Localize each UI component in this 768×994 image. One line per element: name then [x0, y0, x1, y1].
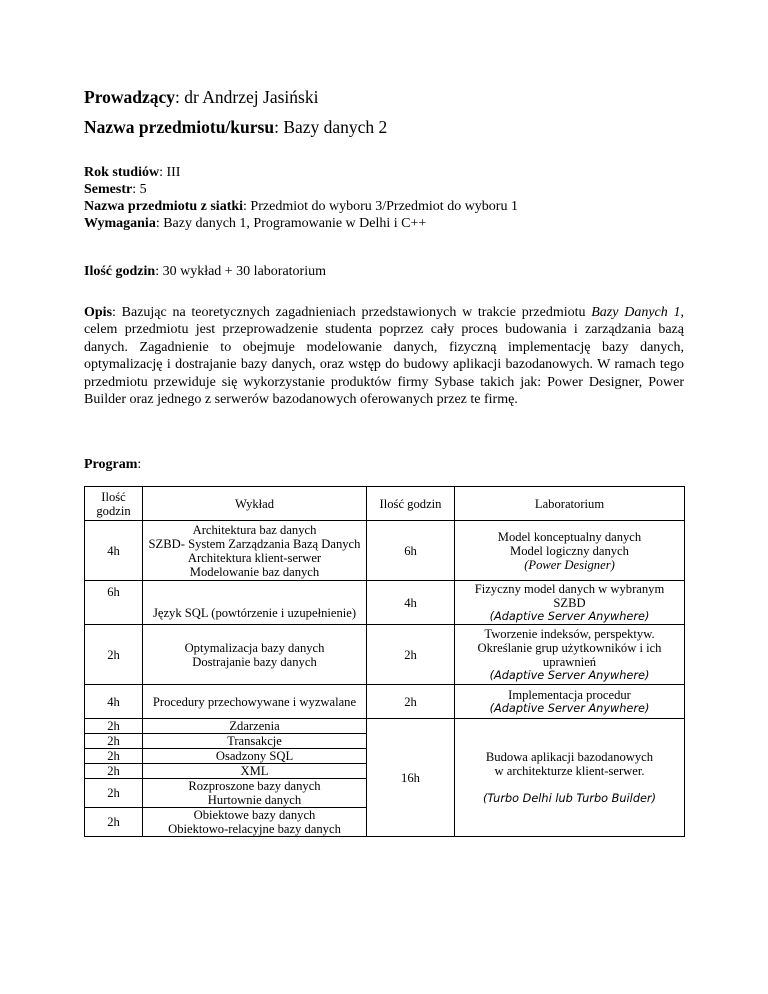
lecture-line: Hurtownie danych — [207, 793, 302, 807]
row-lecture: Transakcje — [143, 734, 367, 749]
semester-label: Semestr — [84, 182, 133, 197]
lab-tool: (Turbo Delhi lub Turbo Builder) — [483, 791, 656, 805]
course-label: Nazwa przedmiotu/kursu — [84, 117, 275, 137]
lecture-line: Optymalizacja bazy danych — [184, 640, 325, 655]
row-hours: 2h — [85, 779, 143, 808]
table-row — [85, 685, 685, 719]
row-lab — [455, 625, 685, 685]
lab-tool: (Adaptive Server Anywhere) — [489, 701, 650, 715]
row-lab — [455, 685, 685, 719]
row-hours: 6h — [85, 581, 143, 625]
row-hours: 4h — [85, 521, 143, 581]
row-lecture — [143, 625, 367, 685]
meta-block — [84, 164, 518, 232]
row-lab-hours: 16h — [367, 719, 455, 837]
lab-line: uprawnień — [542, 654, 597, 669]
header-lab: Laboratorium — [455, 487, 685, 521]
requirements-line — [84, 215, 518, 232]
row-hours: 2h — [85, 749, 143, 764]
row-lecture: Zdarzenia — [143, 719, 367, 734]
hours-label: Ilość godzin — [84, 264, 156, 279]
row-hours: 2h — [85, 764, 143, 779]
lecture-line: Dostrajanie bazy danych — [192, 654, 317, 669]
year-value: : III — [159, 165, 181, 180]
description-label: Opis — [84, 305, 113, 320]
lab-line: SZBD — [553, 595, 586, 610]
lab-tool: (Adaptive Server Anywhere) — [489, 609, 650, 623]
lab-line: Określanie grup użytkowników i ich — [477, 640, 662, 655]
course-value: : Bazy danych 2 — [274, 117, 388, 137]
instructor-line — [84, 87, 318, 108]
row-hours: 2h — [85, 625, 143, 685]
row-lecture — [143, 779, 367, 808]
lecture-line: Obiektowo-relacyjne bazy danych — [168, 822, 341, 836]
row-lecture: Język SQL (powtórzenie i uzupełnienie) — [143, 581, 367, 625]
table-row — [85, 521, 685, 581]
lecture-line: SZBD- System Zarządzania Bazą Danych — [148, 536, 361, 551]
grid-name-line — [84, 198, 518, 215]
grid-name-label: Nazwa przedmiotu z siatki — [84, 199, 244, 214]
row-lecture: Procedury przechowywane i wyzwalane — [143, 685, 367, 719]
row-lab-hours: 2h — [367, 625, 455, 685]
header-hours-lecture: Ilość godzin — [85, 487, 143, 521]
lab-line: w architekturze klient-serwer. — [494, 763, 645, 778]
row-hours: 2h — [85, 734, 143, 749]
lab-line: Fizyczny model danych w wybranym — [474, 581, 665, 596]
row-lab — [455, 581, 685, 625]
row-hours: 4h — [85, 685, 143, 719]
row-lab — [455, 719, 685, 837]
lab-tool: (Power Designer) — [524, 557, 615, 572]
course-line — [84, 117, 387, 138]
year-label: Rok studiów — [84, 165, 160, 180]
description-course-ref: Bazy Danych 1 — [591, 305, 681, 320]
lab-line: Implementacja procedur — [508, 687, 631, 702]
description-text-1: : Bazując na teoretycznych zagadnieniach przedstawionych w trakcie przedmiotu — [112, 305, 592, 320]
lecture-line: Rozproszone bazy danych — [188, 779, 321, 793]
lab-line: Budowa aplikacji bazodanowych — [485, 749, 654, 764]
table-header-row — [85, 487, 685, 521]
semester-line — [84, 181, 518, 198]
requirements-label: Wymagania — [84, 216, 156, 231]
lab-line: Model konceptualny danych — [497, 529, 642, 544]
program-heading — [84, 456, 141, 473]
row-lecture — [143, 521, 367, 581]
program-colon: : — [137, 457, 142, 472]
row-lecture: Osadzony SQL — [143, 749, 367, 764]
requirements-value: : Bazy danych 1, Programowanie w Delhi i C++ — [155, 216, 427, 231]
table-row — [85, 719, 685, 734]
row-hours: 2h — [85, 719, 143, 734]
hours-value: : 30 wykład + 30 laboratorium — [155, 264, 326, 279]
header-lecture: Wykład — [143, 487, 367, 521]
lecture-line: Architektura klient-serwer — [187, 550, 322, 565]
lecture-line: Modelowanie baz danych — [189, 564, 320, 579]
lab-spacer — [455, 778, 684, 792]
lecture-line: Architektura baz danych — [192, 522, 317, 537]
row-lab-hours: 6h — [367, 521, 455, 581]
program-label: Program — [84, 457, 138, 472]
lab-line: Tworzenie indeksów, perspektyw. — [484, 626, 655, 641]
description-text-2: , celem przedmiotu jest przeprowadzenie studenta poprzez cały proces budowania i zarządzania bazą danych. Zagadnienie to obejmuje modelowanie danych, fizyczną implementację bazy danych, optymalizację i dostrajanie bazy danych, oraz wstęp do budowy aplikacji bazodanowych. W ramach tego przedmiotu przewiduje się wykorzystanie produktów firmy Sybase takich jak: Power Designer, Power Builder oraz jednego z serwerów bazodanowych oferowanych przez te firmę. — [84, 305, 684, 408]
lab-line: Model logiczny danych — [510, 543, 629, 558]
instructor-value: : dr Andrzej Jasiński — [175, 87, 319, 107]
lab-tool: (Adaptive Server Anywhere) — [489, 668, 650, 682]
semester-value: : 5 — [132, 182, 147, 197]
hours-line — [84, 263, 326, 280]
instructor-label: Prowadzący — [84, 87, 176, 107]
program-table — [84, 486, 685, 837]
year-line — [84, 164, 518, 181]
table-row — [85, 581, 685, 625]
row-lab-hours: 4h — [367, 581, 455, 625]
grid-name-value: : Przedmiot do wyboru 3/Przedmiot do wyboru 1 — [243, 199, 518, 214]
row-lab — [455, 521, 685, 581]
row-hours: 2h — [85, 808, 143, 837]
row-lab-hours: 2h — [367, 685, 455, 719]
header-hours-lab: Ilość godzin — [367, 487, 455, 521]
row-lecture — [143, 808, 367, 837]
row-lecture: XML — [143, 764, 367, 779]
description-paragraph — [84, 304, 684, 408]
lecture-line: Obiektowe bazy danych — [193, 808, 316, 822]
table-row — [85, 625, 685, 685]
